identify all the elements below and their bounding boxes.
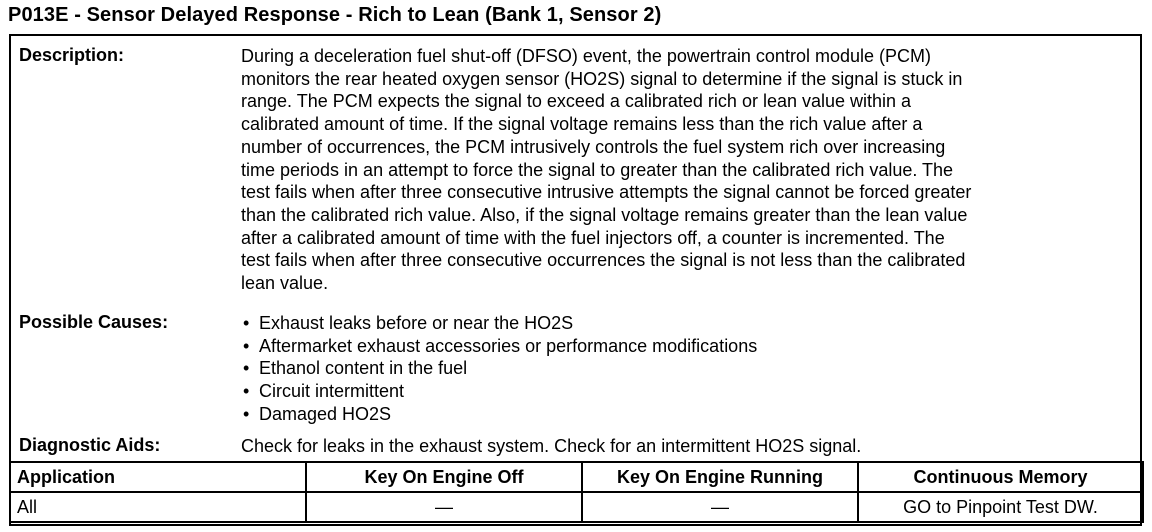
- table-cell-continuous-memory: GO to Pinpoint Test DW.: [858, 492, 1143, 522]
- description-line: calibrated amount of time. If the signal voltage remains less than the rich value after a: [241, 114, 923, 135]
- table-cell-koer: —: [582, 492, 858, 522]
- possible-causes-label: Possible Causes:: [19, 312, 169, 332]
- column-header-koeo: Key On Engine Off: [306, 462, 582, 492]
- table-row: [10, 492, 1143, 522]
- description-line: test fails when after three consecutive occurrences the signal is not less than the calibrated: [241, 250, 966, 271]
- description-line: than the calibrated rich value. Also, if the signal voltage remains greater than the lean value: [241, 204, 968, 225]
- dtc-info-box: [9, 34, 1142, 526]
- description-line: lean value.: [241, 273, 329, 294]
- description-line: range. The PCM expects the signal to exceed a calibrated rich or lean value within a: [241, 91, 912, 112]
- cause-item: • Ethanol content in the fuel: [241, 357, 1141, 380]
- description-line: time periods in an attempt to force the signal to greater than the calibrated rich value. The: [241, 159, 954, 180]
- cause-item: • Circuit intermittent: [241, 380, 1141, 403]
- table-cell-application: All: [10, 492, 306, 522]
- description-line: monitors the rear heated oxygen sensor (HO2S) signal to determine if the signal is stuck in: [241, 68, 963, 89]
- description-text: [241, 45, 1141, 295]
- test-application-table: [9, 461, 1144, 523]
- description-line: During a deceleration fuel shut-off (DFSO) event, the powertrain control module (PCM): [241, 46, 931, 66]
- table-header-row: [10, 462, 1143, 492]
- description-label: Description:: [19, 45, 125, 65]
- column-header-koer: Key On Engine Running: [582, 462, 858, 492]
- page-title: P013E - Sensor Delayed Response - Rich to Lean (Bank 1, Sensor 2): [8, 4, 662, 26]
- description-line: test fails when after three consecutive intrusive attempts the signal cannot be forced greater: [241, 182, 972, 203]
- diagnostic-aids-text: Check for leaks in the exhaust system. Check for an intermittent HO2S signal.: [241, 436, 862, 456]
- description-line: after a calibrated amount of time with the fuel injectors off, a counter is incremented. The: [241, 227, 945, 248]
- description-line: number of occurrences, the PCM intrusively controls the fuel system rich over increasing: [241, 136, 946, 157]
- cause-item: • Damaged HO2S: [241, 403, 1141, 426]
- possible-causes-list: [241, 312, 1141, 425]
- column-header-application: Application: [10, 462, 306, 492]
- cause-item: • Exhaust leaks before or near the HO2S: [241, 312, 1141, 335]
- cause-item: • Aftermarket exhaust accessories or performance modifications: [241, 335, 1141, 358]
- diagnostic-aids-label: Diagnostic Aids:: [19, 435, 161, 455]
- column-header-continuous-memory: Continuous Memory: [858, 462, 1143, 492]
- table-cell-koeo: —: [306, 492, 582, 522]
